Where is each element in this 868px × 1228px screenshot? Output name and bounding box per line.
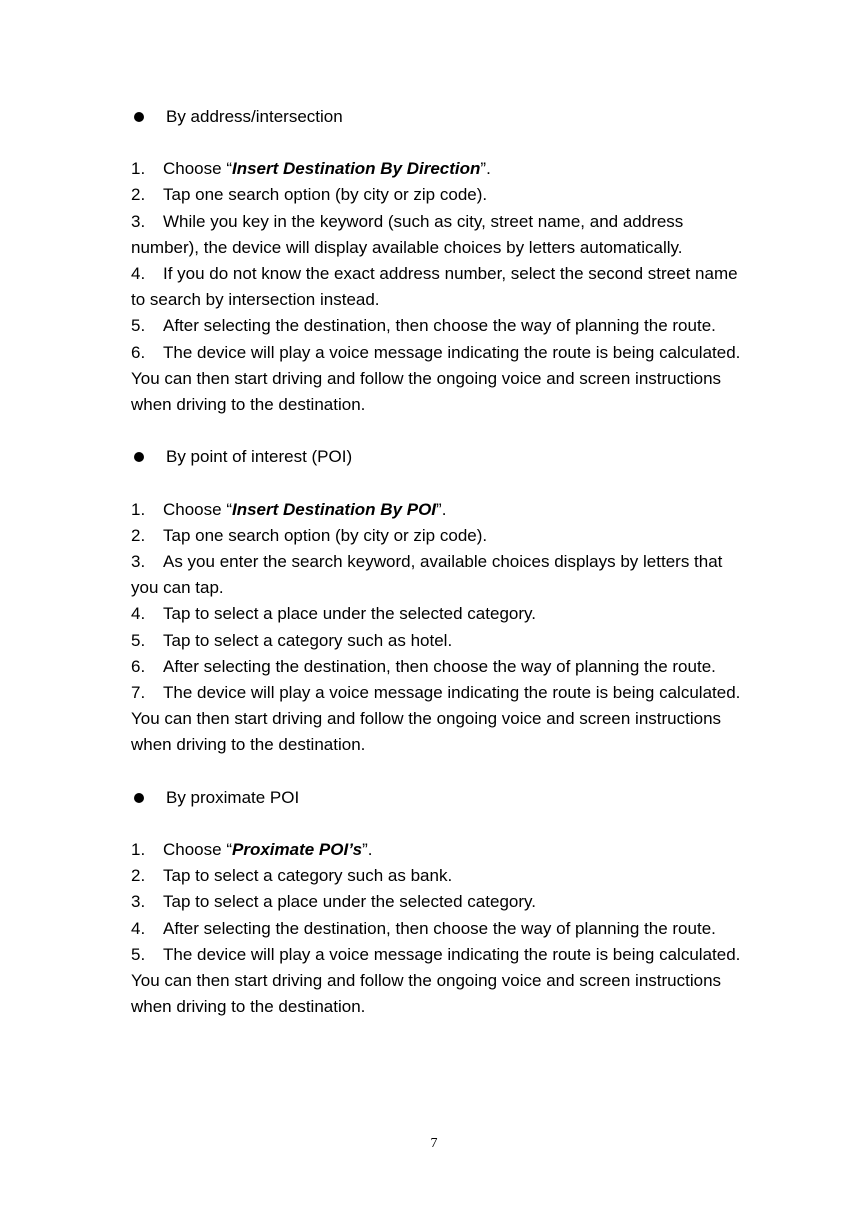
bullet-icon: [134, 793, 144, 803]
list-item: 3. Tap to select a place under the selected category.: [131, 892, 536, 912]
list-item: 7. The device will play a voice message indicating the route is being calculated. You can then start driving and follow the ongoing voice and screen instructions when driving to the destination.: [131, 683, 741, 755]
menu-option-name: Insert Destination By POI: [231, 499, 437, 519]
section-by-address: [131, 104, 741, 418]
list-item: 5. The device will play a voice message indicating the route is being calculated. You can then start driving and follow the ongoing voice and screen instructions when driving to the destination.: [131, 944, 741, 1017]
menu-option-name: Insert Destination By Direction: [231, 159, 481, 179]
list-item: 4. If you do not know the exact address number, select the second street name to search by intersection instead.: [131, 264, 738, 310]
section-by-poi: [131, 444, 741, 758]
list-item: 3. As you enter the search keyword, available choices displays by letters that you can tap.: [131, 552, 723, 598]
section-heading: [131, 104, 741, 130]
page-content: [131, 104, 741, 1020]
list-item: 6. After selecting the destination, then choose the way of planning the route.: [131, 656, 716, 676]
section-heading: [131, 444, 741, 470]
list-item: 1. Choose “Insert Destination By POI”.: [131, 499, 447, 519]
list-item: 2. Tap one search option (by city or zip code).: [131, 185, 488, 205]
list-item: 1. Choose “Insert Destination By Direction”.: [131, 159, 491, 179]
list-item: 3. While you key in the keyword (such as city, street name, and address number), the device will display available choices by letters automatically.: [131, 211, 684, 257]
section-heading-text: By point of interest (POI): [166, 447, 353, 467]
list-item: 6. The device will play a voice message indicating the route is being calculated. You can then start driving and follow the ongoing voice and screen instructions when driving to the destination.: [131, 342, 741, 415]
bullet-icon: [134, 112, 144, 122]
section-heading-text: By address/intersection: [166, 107, 343, 126]
page-number: 7: [430, 1136, 438, 1151]
list-item: 2. Tap to select a category such as bank.: [131, 866, 453, 886]
list-item: 1. Choose “Proximate POI’s”.: [131, 840, 373, 859]
section-by-proximate-poi: [131, 785, 741, 1021]
list-item: 2. Tap one search option (by city or zip code).: [131, 525, 488, 545]
section-heading-text: By proximate POI: [166, 787, 300, 807]
menu-option-name: Proximate POI’s: [231, 840, 363, 859]
bullet-icon: [134, 452, 144, 462]
list-item: 4. Tap to select a place under the selected category.: [131, 604, 536, 624]
section-heading: [131, 785, 741, 811]
list-item: 4. After selecting the destination, then choose the way of planning the route.: [131, 918, 716, 938]
list-item: 5. Tap to select a category such as hotel.: [131, 630, 453, 650]
list-item: 5. After selecting the destination, then choose the way of planning the route.: [131, 316, 716, 336]
